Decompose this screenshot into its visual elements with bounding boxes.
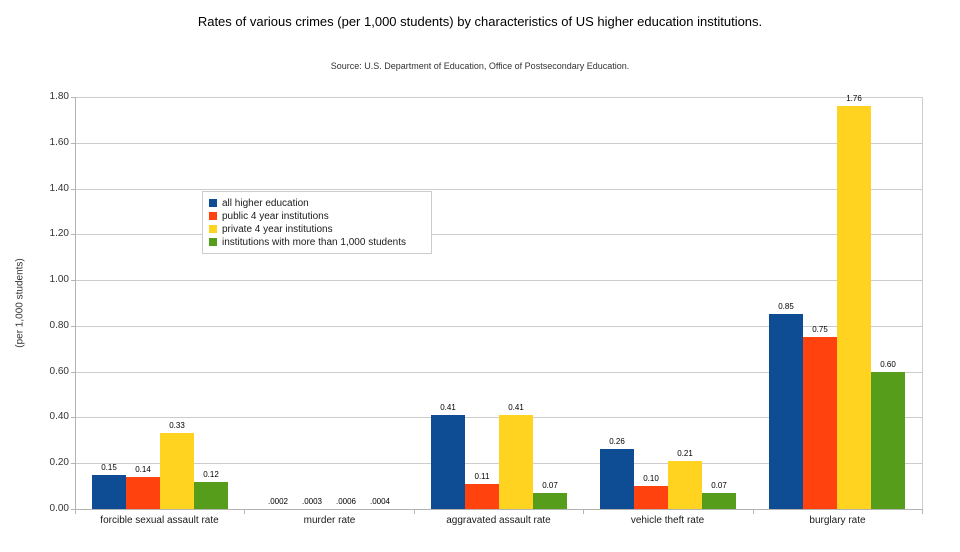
plot-right-border	[922, 97, 923, 509]
bar	[634, 486, 668, 509]
x-axis-tick	[753, 510, 754, 514]
legend-item	[209, 210, 425, 222]
y-axis-line	[75, 97, 76, 509]
bar-value-label: 1.76	[846, 94, 862, 103]
x-tick-label: burglary rate	[809, 515, 866, 526]
bar-value-label: .0006	[335, 497, 357, 506]
y-tick-label: 1.20	[49, 228, 69, 239]
bar-value-label: 0.07	[711, 481, 727, 490]
y-tick-label: 0.00	[49, 503, 69, 514]
bar	[126, 477, 160, 509]
bar	[431, 415, 465, 509]
gridline	[75, 97, 922, 98]
bar-value-label: 0.26	[609, 437, 625, 446]
bar	[837, 106, 871, 509]
bar-value-label: 0.12	[203, 470, 219, 479]
y-tick-label: 1.80	[49, 91, 69, 102]
x-tick-label: vehicle theft rate	[630, 515, 705, 526]
x-tick-label: aggravated assault rate	[446, 515, 551, 526]
gridline	[75, 143, 922, 144]
bar-value-label: 0.14	[135, 465, 151, 474]
y-tick-label: 0.80	[49, 320, 69, 331]
x-axis-tick	[75, 510, 76, 514]
legend-item	[209, 197, 425, 209]
bar	[803, 337, 837, 509]
bar-value-label: .0004	[369, 497, 391, 506]
legend-label: all higher education	[222, 197, 309, 209]
x-axis-tick	[414, 510, 415, 514]
x-tick-label: forcible sexual assault rate	[100, 515, 219, 526]
bar	[499, 415, 533, 509]
bar-value-label: 0.21	[677, 449, 693, 458]
bar-value-label: 0.11	[474, 472, 490, 481]
bar	[194, 482, 228, 509]
y-tick-label: 1.00	[49, 274, 69, 285]
gridline	[75, 189, 922, 190]
x-axis-line	[75, 509, 923, 510]
bar-value-label: .0002	[267, 497, 289, 506]
legend-item	[209, 236, 425, 248]
bar-value-label: 0.15	[101, 463, 117, 472]
x-axis-tick	[922, 510, 923, 514]
chart-title: Rates of various crimes (per 1,000 students) by characteristics of US higher education institutions.	[197, 14, 763, 29]
bar-value-label: 0.85	[778, 302, 794, 311]
x-tick-label: murder rate	[303, 515, 356, 526]
legend-label: private 4 year institutions	[222, 223, 333, 235]
bar-value-label: 0.75	[812, 325, 828, 334]
bar-value-label: 0.33	[169, 421, 185, 430]
chart-subtitle: Source: U.S. Department of Education, Office of Postsecondary Education.	[330, 61, 630, 71]
x-axis-tick	[583, 510, 584, 514]
bar	[533, 493, 567, 509]
y-tick-label: 0.20	[49, 457, 69, 468]
y-tick-label: 1.40	[49, 183, 69, 194]
bar-value-label: .0003	[301, 497, 323, 506]
legend-item	[209, 223, 425, 235]
bar	[702, 493, 736, 509]
bar	[769, 314, 803, 509]
x-axis-tick	[244, 510, 245, 514]
bar	[465, 484, 499, 509]
legend-label: public 4 year institutions	[222, 210, 329, 222]
legend-swatch-icon	[209, 212, 217, 220]
bar-value-label: 0.07	[542, 481, 558, 490]
bar-value-label: 0.41	[440, 403, 456, 412]
bar-value-label: 0.41	[508, 403, 524, 412]
bar-value-label: 0.60	[880, 360, 896, 369]
y-tick-label: 0.40	[49, 411, 69, 422]
y-axis-title: (per 1,000 students)	[14, 258, 26, 348]
legend-swatch-icon	[209, 199, 217, 207]
legend	[202, 191, 432, 254]
y-tick-label: 0.60	[49, 366, 69, 377]
y-tick-label: 1.60	[49, 137, 69, 148]
legend-swatch-icon	[209, 238, 217, 246]
legend-label: institutions with more than 1,000 students	[222, 236, 406, 248]
bar	[871, 372, 905, 509]
bar-value-label: 0.10	[643, 474, 659, 483]
gridline	[75, 280, 922, 281]
legend-swatch-icon	[209, 225, 217, 233]
bar	[92, 475, 126, 509]
